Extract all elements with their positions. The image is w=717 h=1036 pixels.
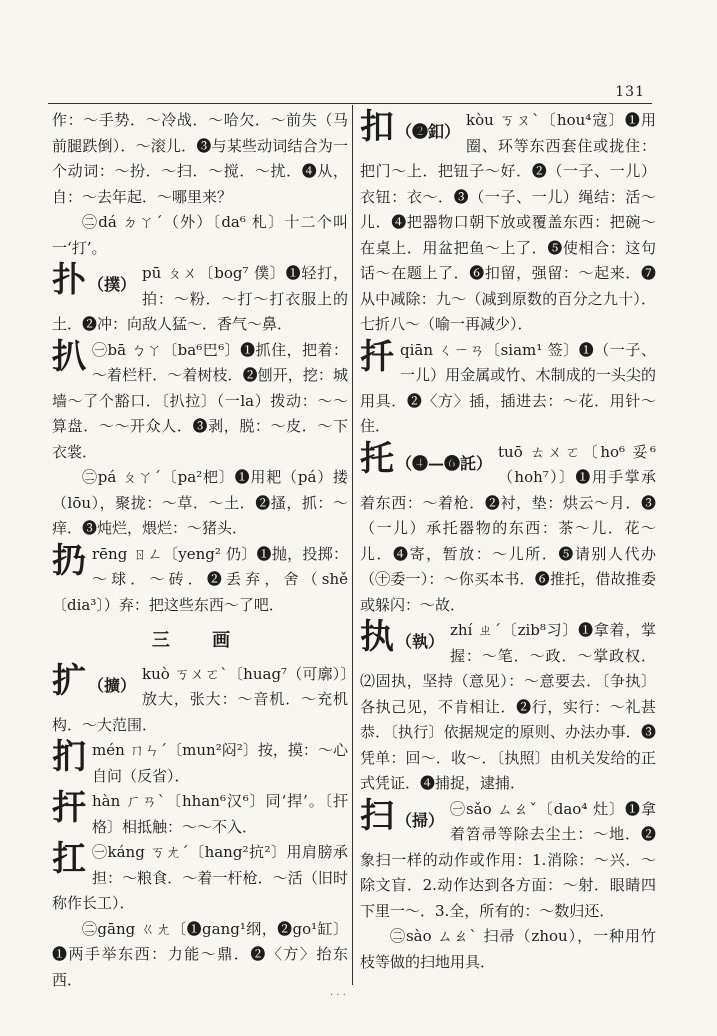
sub-entry-sao: ㊁sào ㄙㄠˋ 扫帚（zhou），一种用竹枝等做的扫地用具． [360,927,656,971]
headword [52,337,86,377]
right-column [360,108,656,975]
entry-kou [360,108,656,338]
entry-text: zhí ㄓˊ〔zib⁸习〕❶拿着，掌握：～笔．～政．～掌政权．⑵固执，坚持（意见）：～意要去．〔争执〕各执己见，不肯相让．❷行，实行：～礼甚恭．〔执行〕依据规定的原则、办法办事．❸凭单：回～．收～．〔执照〕由机关发给的正式凭证．❹捕捉，逮捕． [360,621,656,792]
bottom-mark: · · · [330,990,346,1001]
headword-variant: （掃） [396,810,445,830]
entry-reng [52,542,348,619]
entry-text: qiān ㄑㄧㄢ〔siam¹ 签〕❶（一子、一儿）用金属或竹、木制成的一头尖的用具．❷〈方〉插，插进去：～花．用针～住． [360,340,656,435]
entry-zhi [360,618,656,797]
sub-entry-gang: ㊁gāng ㄍㄤ〔❶gang¹纲，❷go¹缸〕❶两手举东西：力能～鼎．❷〈方〉抬东西． [52,919,348,989]
headword-variant: （❷釦） [396,122,461,141]
entry-kang [52,840,348,993]
column-divider [352,105,353,985]
headword-char: 扑 [52,261,86,300]
headword [52,789,86,828]
headword-char: 扩 [52,661,86,701]
headword-variant: （執） [396,632,445,651]
entry-text: kòu ㄎㄡˋ〔hou⁴寇〕❶用圈、环等东西套住或拢住：把门～上．把钮子～好．❷（一子、一儿）衣钮：衣～．❸（一子、一儿）绳结：活～儿．❹把器物口朝下放或覆盖东西：把碗～在桌上．用盆把鱼～上了．❺使相合：这句话～在题上了．❻扣留，强留：～起来．❼从中减除：九～（减到原数的百分之九十）．七折八～（喻一再减少）． [360,111,656,333]
headword-char: 执 [360,618,394,657]
entry-text: 作：～手势．～冷战．～哈欠．～前失（马前腿跌倒）．～滚儿．❸与某些动词结合为一个动词：～扮．～扫．～搅．～扰．❹从，自：～去年起．～哪里来？ [52,111,348,206]
entry-text: ㊀bā ㄅㄚ〔ba⁶巴⁶〕❶抓住，把着：～着栏杆．～着树枝．❷刨开，挖：城墙～了个豁口．〔扒拉〕（一la）拨动：～～算盘．～～开众人．❸剥，脱：～皮．～下衣裳． [52,340,348,461]
headword [52,738,86,777]
headword [360,796,445,836]
headword-variant: （❹—❻託） [396,453,493,473]
entry-text: rēng ㄖㄥ〔yeng² 仍〕❶抛，投掷：～球．～砖．❷丢弃，舍（shě〔dia³〕）弃：把这些东西～了吧． [52,544,348,614]
headword-variant: （擴） [88,675,137,695]
entry-text: kuò ㄎㄨㄛˋ〔huag⁷（可廓）〕放大，张大：～音机．～充机构．～大范围． [52,664,348,734]
page-number: 131 [615,84,645,100]
headword-char: 扔 [52,541,86,581]
headword-char: 扛 [52,840,86,879]
headword [52,261,137,300]
headword-char: 扒 [52,337,86,377]
headword-char: 扦 [360,337,394,377]
headword-char: 扞 [52,789,86,828]
headword [52,661,137,701]
sub-entry-pa: ㊁pá ㄆㄚˊ〔pa²杷〕❶用耙（pá）搂（lōu），聚拢：～草．～土．❷搔，抓：～痒．❸炖烂，煨烂：～猪头． [52,468,348,537]
headword-variant: （撲） [88,275,137,294]
section-title: 三 画 [151,630,249,651]
entry-han [52,789,348,840]
entry-men [52,738,348,789]
entry-text: mén ㄇㄣˊ〔mun²闷²〕按，摸：～心自问（反省）． [92,741,348,785]
headword [52,840,86,879]
entry-qian [360,338,656,440]
entry-tuo [360,440,656,619]
header-rule [48,103,652,104]
entry-text: tuō ㄊㄨㄛ〔ho⁶ 妥⁶（hoh⁷）〕❶用手掌承着东西：～着枪．❷衬，垫：烘云～月．❸（一儿）承托器物的东西：茶～儿．花～儿．❹寄，暂放：～儿所．❺请别人代办（㊉委一）：～你买本书．❻推托，借故推委或躲闪：～故． [360,442,656,614]
headword-char: 扪 [52,738,86,777]
headword [360,337,394,377]
left-column [52,108,348,993]
entry-da-continued [52,108,348,261]
headword-char: 扫 [360,796,394,836]
entry-text: ㊀sǎo ㄙㄠˇ〔dao⁴ 灶〕❶拿着笤帚等除去尘土：～地．❷象扫一样的动作或作用：1.消除：～兴．～除文盲．2.动作达到各方面：～射．眼睛四下里一～．3.全，所有的：～数归还． [360,799,656,920]
headword-char: 托 [360,439,394,479]
headword [52,541,86,581]
entry-kuo [52,662,348,739]
entry-ba [52,338,348,542]
headword [360,618,445,657]
entry-text: pū ㄆㄨ〔bog⁷ 僕〕❶轻打，拍：～粉．～打～打衣服上的土．❷冲：向敌人猛～．香气～鼻． [52,264,348,333]
headword-char: 扣 [360,108,394,147]
entry-pu [52,261,348,338]
entry-sao [360,797,656,976]
entry-text: hàn ㄏㄢˋ〔hhan⁶汉⁶〕同‘捍’。〔扞格〕相抵触：～～不入． [92,792,348,836]
headword [360,108,461,147]
entry-text: ㊀káng ㄎㄤˊ〔hang²抗²〕用肩膀承担：～粮食．～着一杆枪．～活（旧时称作长工）． [52,843,348,912]
sub-entry-da: ㊁dá ㄉㄚˊ（外）〔da⁶ 札〕十二个叫一‘打’。 [52,213,348,257]
headword [360,439,493,479]
